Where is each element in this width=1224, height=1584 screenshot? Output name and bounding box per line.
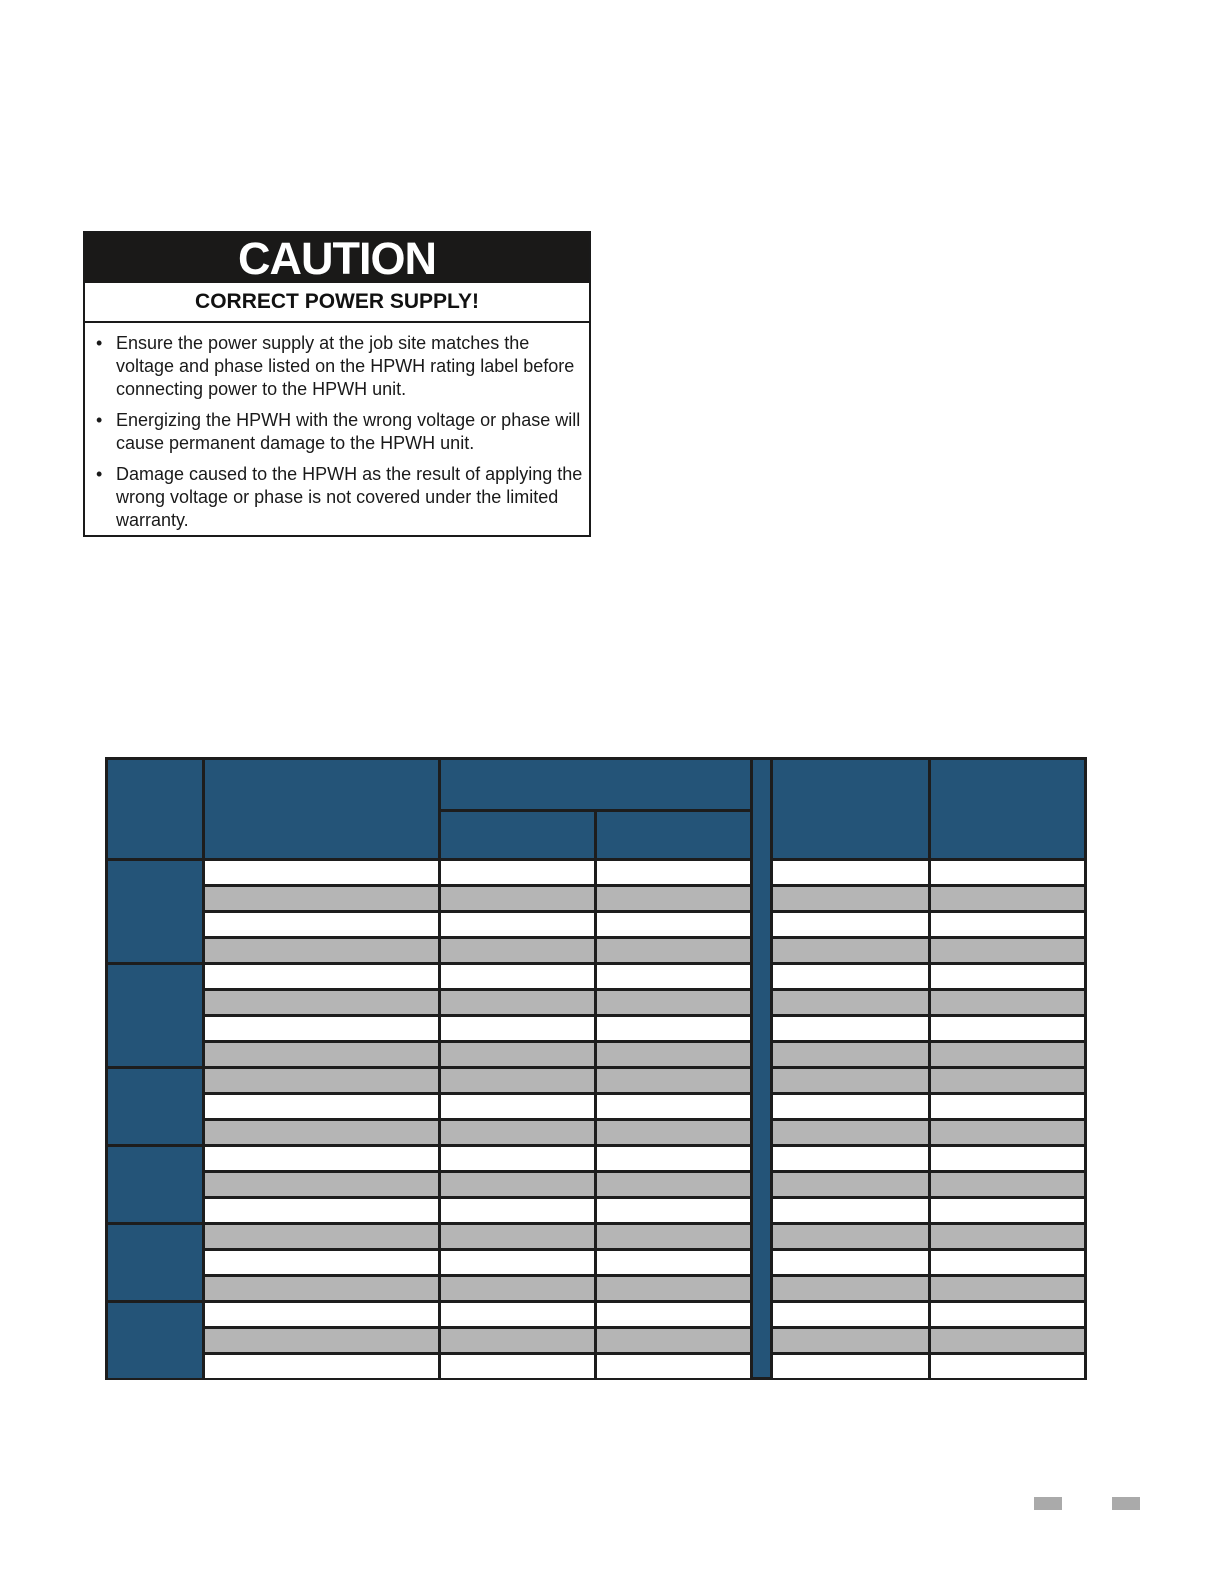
table-cell xyxy=(931,1251,1084,1274)
bullet-icon: • xyxy=(96,333,103,353)
table-cell xyxy=(441,1225,594,1248)
table-cell xyxy=(773,1017,928,1040)
table-cell xyxy=(773,1355,928,1378)
bullet-icon: • xyxy=(96,464,103,484)
caution-item xyxy=(95,463,585,532)
table-cell xyxy=(931,1095,1084,1118)
table-cell xyxy=(597,991,750,1014)
table-cell xyxy=(931,991,1084,1014)
table-cell xyxy=(205,991,438,1014)
table-cell xyxy=(441,1355,594,1378)
caution-item xyxy=(95,409,585,455)
table-cell xyxy=(597,913,750,936)
caution-item-text: Ensure the power supply at the job site matches the voltage and phase listed on the HPWH rating label before connecting power to the HPWH unit. xyxy=(116,333,575,399)
caution-subtitle: CORRECT POWER SUPPLY! xyxy=(85,283,589,323)
table-cell xyxy=(441,1147,594,1170)
table-cell xyxy=(205,1121,438,1144)
table-cell xyxy=(441,1121,594,1144)
table-cell xyxy=(205,1199,438,1222)
table-cell xyxy=(205,1017,438,1040)
table-cell xyxy=(205,913,438,936)
header-cell xyxy=(773,760,928,858)
table-cell xyxy=(931,887,1084,910)
header-cell xyxy=(205,760,438,858)
table-cell xyxy=(597,1069,750,1092)
table-cell xyxy=(441,939,594,962)
table-cell xyxy=(597,1303,750,1326)
table-cell xyxy=(205,1355,438,1378)
table-cell xyxy=(773,1225,928,1248)
table-cell xyxy=(205,1251,438,1274)
bullet-icon: • xyxy=(96,410,103,430)
table-cell xyxy=(597,1199,750,1222)
table-cell xyxy=(441,1095,594,1118)
table-cell xyxy=(441,991,594,1014)
table-cell xyxy=(773,1095,928,1118)
table-cell xyxy=(441,1017,594,1040)
header-subcell xyxy=(597,812,750,858)
table-cell xyxy=(441,965,594,988)
table-cell xyxy=(773,1251,928,1274)
table-cell xyxy=(931,1277,1084,1300)
table-cell xyxy=(931,1355,1084,1378)
table-cell xyxy=(205,939,438,962)
table-cell xyxy=(441,1199,594,1222)
table-cell xyxy=(773,1303,928,1326)
table-cell xyxy=(441,1173,594,1196)
table-cell xyxy=(205,1277,438,1300)
table-cell xyxy=(773,1277,928,1300)
caution-title: CAUTION xyxy=(85,233,589,283)
table-cell xyxy=(773,1329,928,1352)
table-cell xyxy=(773,991,928,1014)
table-cell xyxy=(597,965,750,988)
table-cell xyxy=(773,1199,928,1222)
table-cell xyxy=(773,913,928,936)
table-cell xyxy=(773,1147,928,1170)
table-cell xyxy=(931,1043,1084,1066)
group-cell xyxy=(108,861,202,962)
header-cell-span xyxy=(441,760,750,809)
table-cell xyxy=(205,887,438,910)
caution-box xyxy=(83,231,591,537)
footer-tab-right xyxy=(1112,1497,1140,1510)
table-cell xyxy=(597,1017,750,1040)
table-cell xyxy=(931,861,1084,884)
table-cell xyxy=(931,1069,1084,1092)
table-cell xyxy=(773,939,928,962)
table-cell xyxy=(931,1329,1084,1352)
table-cell xyxy=(931,913,1084,936)
table-cell xyxy=(597,1147,750,1170)
table-cell xyxy=(205,1173,438,1196)
caution-item-text: Damage caused to the HPWH as the result of applying the wrong voltage or phase is not covered under the limited warranty. xyxy=(116,464,583,530)
table-cell xyxy=(205,1069,438,1092)
table-cell xyxy=(441,913,594,936)
table-cell xyxy=(597,1277,750,1300)
table-cell xyxy=(931,1199,1084,1222)
table-cell xyxy=(773,1043,928,1066)
table-cell xyxy=(773,1069,928,1092)
table-cell xyxy=(441,861,594,884)
table-cell xyxy=(931,1303,1084,1326)
table-cell xyxy=(597,1121,750,1144)
table-cell xyxy=(773,1121,928,1144)
table-cell xyxy=(205,1043,438,1066)
group-cell xyxy=(108,1069,202,1144)
table-cell xyxy=(931,1147,1084,1170)
table-cell xyxy=(205,1225,438,1248)
table-cell xyxy=(441,1303,594,1326)
table-cell xyxy=(597,1355,750,1378)
table-cell xyxy=(441,1069,594,1092)
separator-column xyxy=(753,760,770,1377)
table-cell xyxy=(205,965,438,988)
table-cell xyxy=(773,1173,928,1196)
table-cell xyxy=(597,1329,750,1352)
table-cell xyxy=(205,1329,438,1352)
table-cell xyxy=(441,1251,594,1274)
caution-item xyxy=(95,332,585,401)
header-subcell xyxy=(441,812,594,858)
table-cell xyxy=(205,1147,438,1170)
group-cell xyxy=(108,1147,202,1222)
table-cell xyxy=(597,1173,750,1196)
table-cell xyxy=(931,1173,1084,1196)
table-cell xyxy=(205,1303,438,1326)
table-cell xyxy=(931,1017,1084,1040)
group-cell xyxy=(108,1225,202,1300)
header-cell xyxy=(108,760,202,858)
table-cell xyxy=(597,887,750,910)
table-cell xyxy=(931,939,1084,962)
caution-item-text: Energizing the HPWH with the wrong voltage or phase will cause permanent damage to the HPWH unit. xyxy=(116,410,581,453)
table-cell xyxy=(441,887,594,910)
table-cell xyxy=(441,1277,594,1300)
table-cell xyxy=(597,1251,750,1274)
table-cell xyxy=(931,965,1084,988)
table-cell xyxy=(597,1095,750,1118)
table-cell xyxy=(205,861,438,884)
footer-tab-left xyxy=(1034,1497,1062,1510)
group-cell xyxy=(108,1303,202,1378)
table-cell xyxy=(773,965,928,988)
table-cell xyxy=(597,939,750,962)
table-cell xyxy=(597,1043,750,1066)
spec-table xyxy=(105,757,1087,1380)
table-cell xyxy=(441,1329,594,1352)
header-cell xyxy=(931,760,1084,858)
table-cell xyxy=(597,861,750,884)
table-cell xyxy=(931,1121,1084,1144)
table-cell xyxy=(773,887,928,910)
caution-list xyxy=(85,323,589,532)
table-cell xyxy=(441,1043,594,1066)
table-cell xyxy=(597,1225,750,1248)
table-cell xyxy=(931,1225,1084,1248)
table-cell xyxy=(773,861,928,884)
table-cell xyxy=(205,1095,438,1118)
group-cell xyxy=(108,965,202,1066)
